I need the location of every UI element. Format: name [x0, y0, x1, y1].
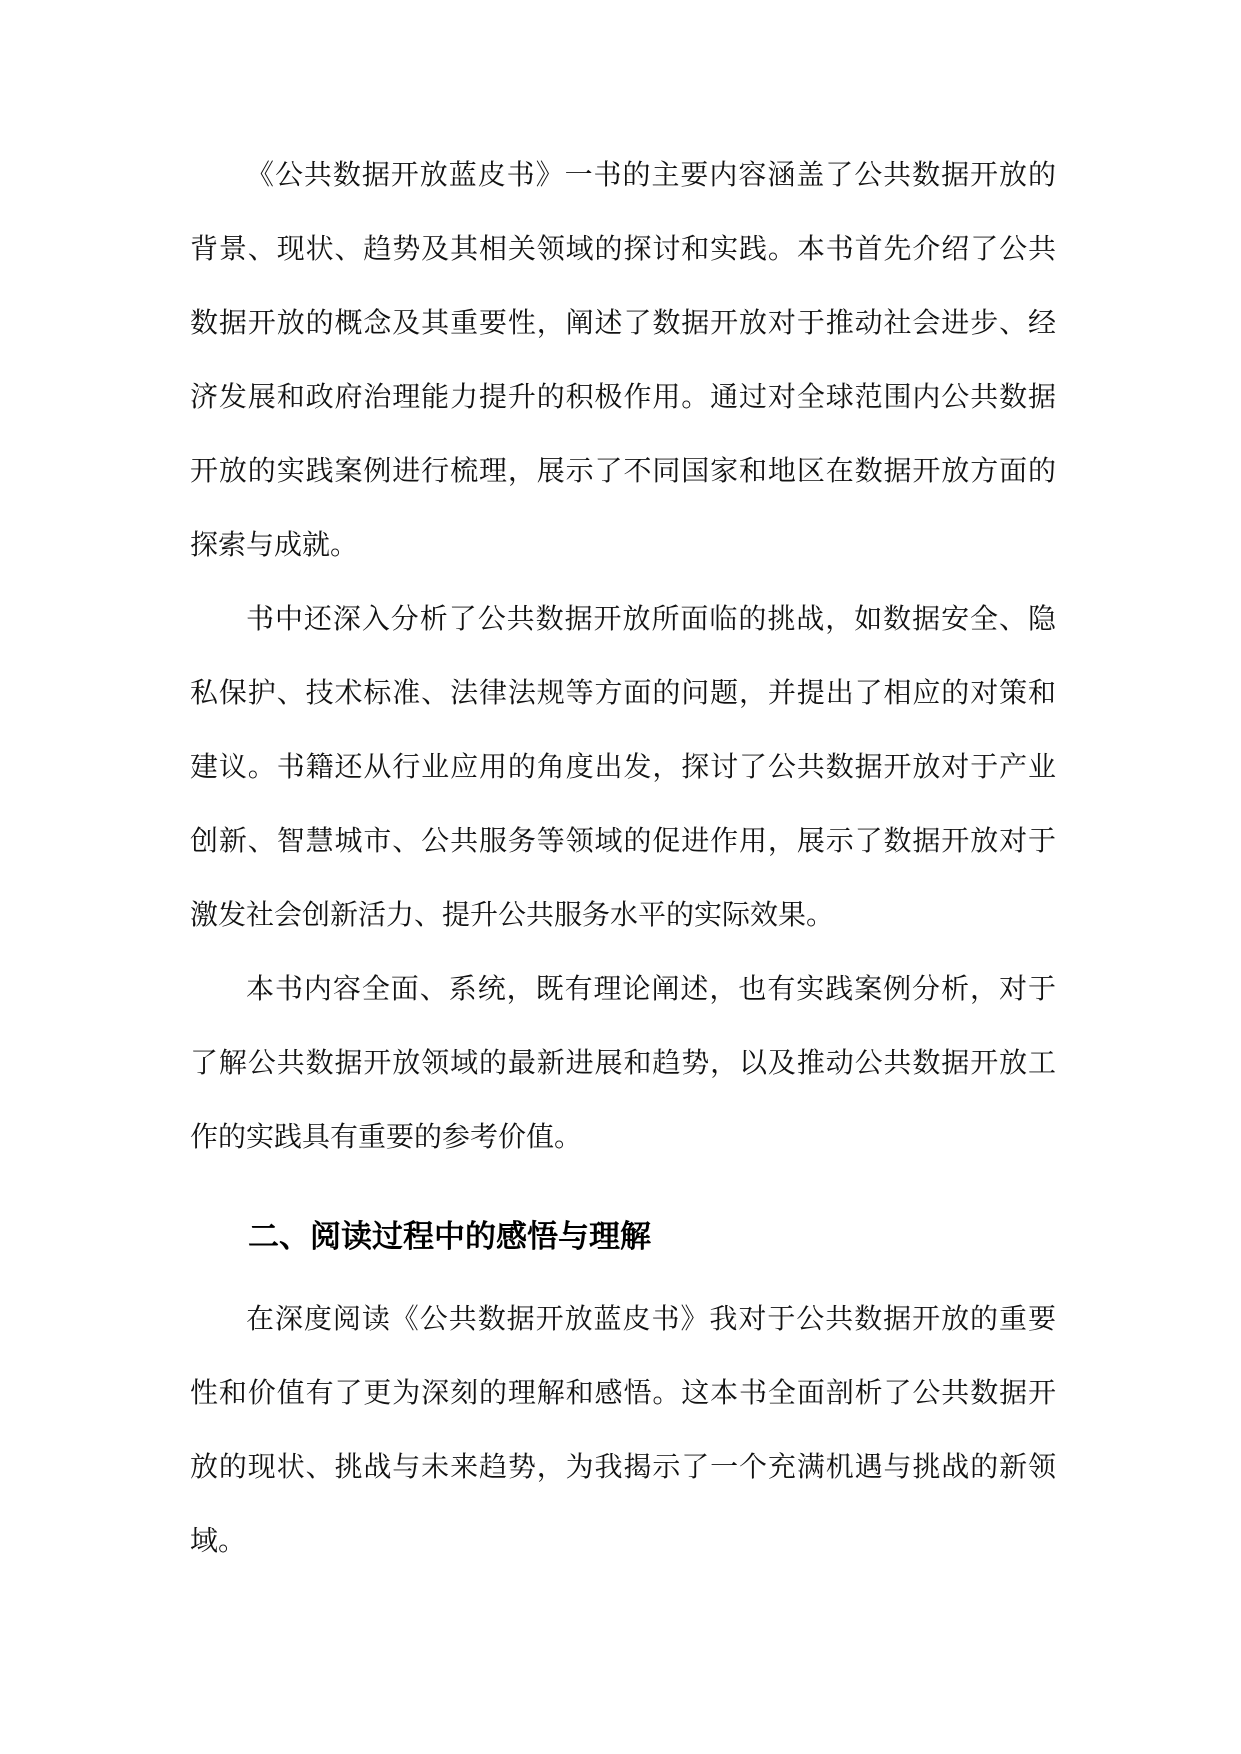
- document-body: [190, 138, 1056, 1578]
- paragraph-book-value: 本书内容全面、系统，既有理论阐述，也有实践案例分析，对于了解公共数据开放领域的最新进展和趋势，以及推动公共数据开放工作的实践具有重要的参考价值。: [190, 972, 1056, 1153]
- section-heading: 二、阅读过程中的感悟与理解: [248, 1219, 651, 1255]
- paragraph-reading-insights: 在深度阅读《公共数据开放蓝皮书》我对于公共数据开放的重要性和价值有了更为深刻的理解和感悟。这本书全面剖析了公共数据开放的现状、挑战与未来趋势，为我揭示了一个充满机遇与挑战的新领域。: [190, 1302, 1056, 1557]
- paragraph-book-content-overview: 《公共数据开放蓝皮书》一书的主要内容涵盖了公共数据开放的背景、现状、趋势及其相关领域的探讨和实践。本书首先介绍了公共数据开放的概念及其重要性，阐述了数据开放对于推动社会进步、经济发展和政府治理能力提升的积极作用。通过对全球范围内公共数据开放的实践案例进行梳理，展示了不同国家和地区在数据开放方面的探索与成就。: [190, 158, 1056, 561]
- paragraph-challenges-and-applications: 书中还深入分析了公共数据开放所面临的挑战，如数据安全、隐私保护、技术标准、法律法规等方面的问题，并提出了相应的对策和建议。书籍还从行业应用的角度出发，探讨了公共数据开放对于产业创新、智慧城市、公共服务等领域的促进作用，展示了数据开放对于激发社会创新活力、提升公共服务水平的实际效果。: [190, 602, 1056, 931]
